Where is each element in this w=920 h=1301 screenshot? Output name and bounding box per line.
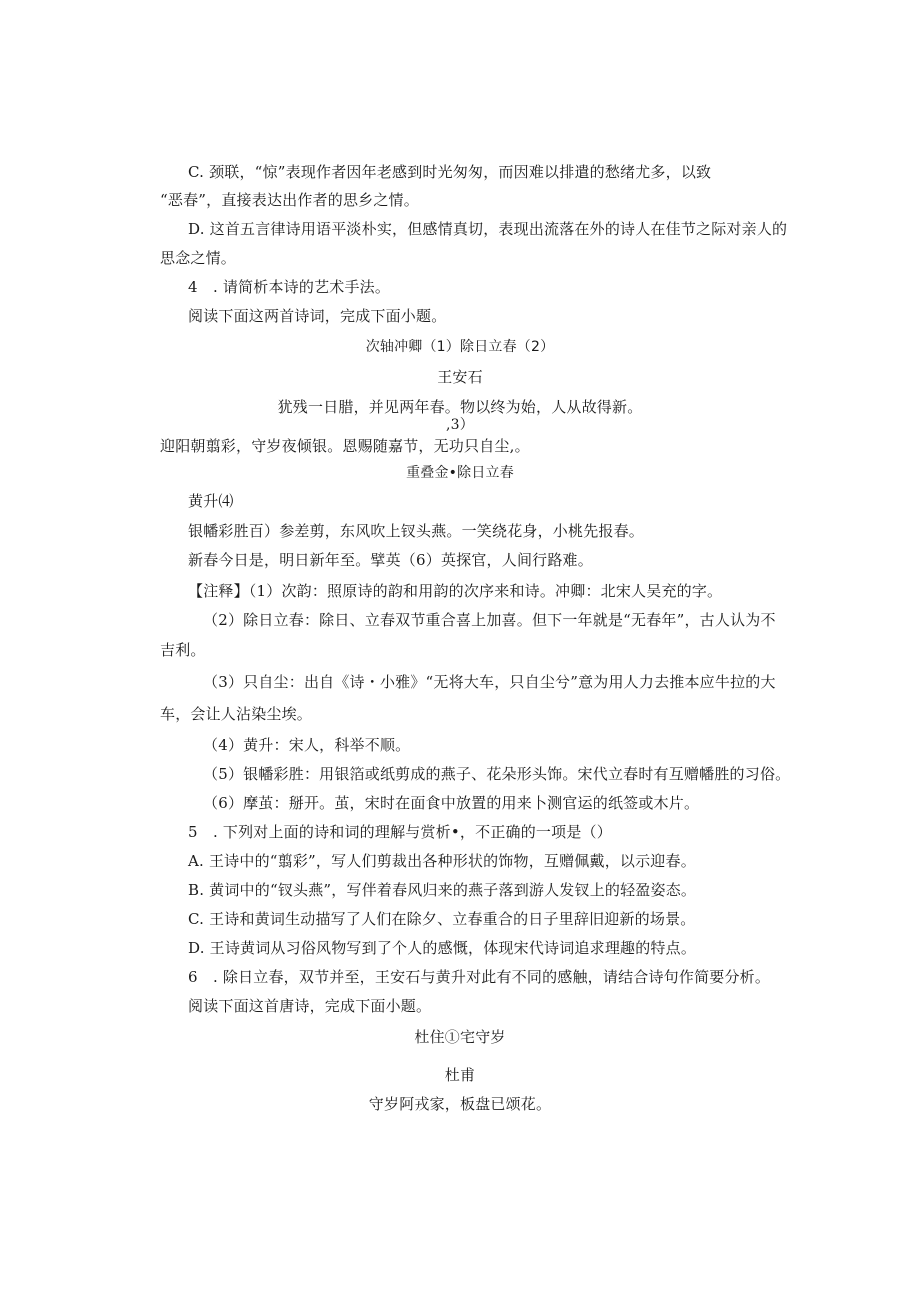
option-c-line-1: C. 颈联，“惊”表现作者因年老感到时光匆匆，而因难以排遣的愁绪尤多，以致 xyxy=(188,163,712,181)
question-5-option-d: D. 王诗黄词从习俗风物写到了个人的感慨，体现宋代诗词追求理趣的特点。 xyxy=(188,939,697,957)
poem-2-line-2: 新春今日是，明日新年至。擘英（6）英探官，人间行路难。 xyxy=(188,551,593,569)
question-4: 4 . 请简析本诗的艺术手法。 xyxy=(188,278,391,296)
poem-3-title: 杜住①宅守岁 xyxy=(414,1028,506,1046)
note-2-line-1: （2）除日立春：除日、立春双节重合喜上加喜。但下一年就是“无春年”，古人认为不 xyxy=(203,611,776,629)
question-5: 5 . 下列对上面的诗和词的理解与赏析•，不正确的一项是（） xyxy=(188,823,612,841)
note-6: （6）摩茧：掰开。茧，宋时在面食中放置的用来卜测官运的纸签或木片。 xyxy=(203,794,700,812)
poem-2-line-1: 银幡彩胜百）参差剪，东风吹上钗头燕。一笑绕花身，小桃先报春。 xyxy=(188,522,645,540)
poem-3-author: 杜甫 xyxy=(444,1066,476,1084)
question-5-option-c: C. 王诗和黄词生动描写了人们在除夕、立春重合的日子里辞旧迎新的场景。 xyxy=(188,910,696,928)
note-2-line-2: 吉利。 xyxy=(160,641,206,659)
note-3-line-2: 车，会让人沾染尘埃。 xyxy=(160,705,313,723)
option-d-line-1: D. 这首五言律诗用语平淡朴实，但感情真切，表现出流落在外的诗人在佳节之际对亲人的 xyxy=(188,220,788,238)
poem-2-author: 黄升⑷ xyxy=(188,492,234,510)
note-5: （5）银幡彩胜：用银箔或纸剪成的燕子、花朵形头饰。宋代立春时有互赠幡胜的习俗。 xyxy=(203,765,791,783)
poem-1-note-mark: ,3） xyxy=(446,417,474,433)
poem-2-title: 重叠金•除日立春 xyxy=(406,465,514,481)
poem-1-line-1: 犹残一日腊，并见两年春。物以终为始，人从故得新。 xyxy=(277,398,643,416)
note-3-line-1: （3）只自尘：出自《诗・小雅》“无将大车，只自尘兮”意为用人力去推本应牛拉的大 xyxy=(203,673,776,691)
reading-instruction-1: 阅读下面这两首诗词，完成下面小题。 xyxy=(188,307,447,325)
option-c-line-2: “恶春”，直接表达出作者的思乡之情。 xyxy=(160,191,419,209)
poem-1-line-2: 迎阳朝翦彩，守岁夜倾银。恩赐随嘉节，无功只自尘,。 xyxy=(160,437,530,455)
poem-1-title: 次轴冲卿（1）除日立春（2） xyxy=(365,339,555,355)
reading-instruction-2: 阅读下面这首唐诗，完成下面小题。 xyxy=(188,997,432,1015)
question-5-option-b: B. 黄词中的“钗头燕”，写伴着春风归来的燕子落到游人发钗上的轻盈姿态。 xyxy=(188,881,697,899)
poem-3-line-1: 守岁阿戎家，板盘已颂花。 xyxy=(368,1095,552,1113)
question-6: 6 . 除日立春，双节并至，王安石与黄升对此有不同的感触，请结合诗句作简要分析。 xyxy=(188,968,771,986)
question-5-option-a: A. 王诗中的“翦彩”，写人们剪裁出各种形状的饰物，互赠佩戴，以示迎春。 xyxy=(188,852,696,870)
poem-1-author: 王安石 xyxy=(437,368,483,386)
option-d-line-2: 思念之情。 xyxy=(160,249,237,267)
note-1: 【注释】（1）次韵：照原诗的韵和用韵的次序来和诗。冲卿：北宋人吴充的字。 xyxy=(188,582,723,600)
note-4: （4）黄升：宋人，科举不顺。 xyxy=(203,736,411,754)
